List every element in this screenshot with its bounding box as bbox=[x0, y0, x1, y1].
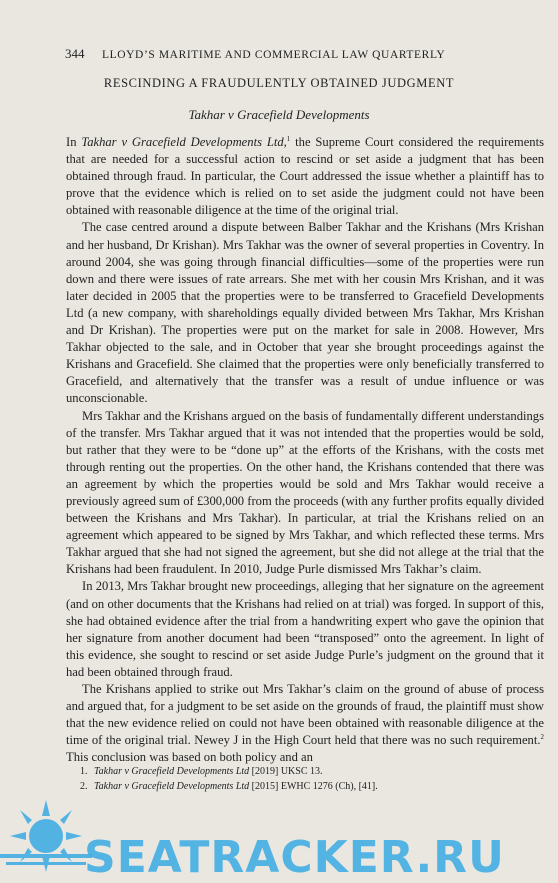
paragraph-4: In 2013, Mrs Takhar brought new proceedings, alleging that her signature on the agreement (and on other documents that the Krishans had relied on at trial) was forged. In support of this, she had obtained evidence after the trial from a handwriting expert who gave the opinion that her signature from another document had been “transposed” onto the agreement. In light of this evidence, she sought to rescind or set aside Judge Purle’s judgment on the ground that it had been obtained through fraud. bbox=[66, 579, 544, 679]
article-body bbox=[66, 134, 544, 766]
paragraph-3: Mrs Takhar and the Krishans argued on the basis of fundamentally different understandings of the transfer. Mrs Takhar argued that it was not intended that the properties would be sold, but rather that they were to be “done up” at the efforts of the Krishans, with the costs met through renting out the properties. On the other hand, the Krishans contended that there was an agreement by which the properties would be sold and Mrs Takhar would receive a previously agreed sum of £300,000 from the proceeds (with any further profits equally divided between the Krishans and Mrs Takhar). In particular, at trial the Krishans relied on an agreement which appeared to be signed by Mrs Takhar, and which reflected these terms. Mrs Takhar argued that she had not signed the agreement, but she did not allege at the trial that the Krishans had been fraudulent. In 2010, Judge Purle dismissed Mrs Takhar’s claim. bbox=[66, 408, 544, 577]
paragraph-2: The case centred around a dispute between Balber Takhar and the Krishans (Mrs Krishan and her husband, Dr Krishan). Mrs Takhar was the owner of several properties in Coventry. In around 2004, she was going through financial difficulties—some of the properties were run down and there were issues of rate arrears. She met with her cousin Mrs Krishan, and it was later decided in 2005 that the properties were to be transferred to Gracefield Developments Ltd (a new company, with shareholdings equally divided between Mrs Takhar, Mrs Krishan and Dr Krishan). The properties were put on the market for sale in 2008. However, Mrs Takhar objected to the sale, and in October that year she brought proceedings against the Krishans and Gracefield. She claimed that the properties were only beneficially transferred to Gracefield, and alternatively that the transfer was a result of undue influence or was unconscionable. bbox=[66, 220, 544, 406]
paragraph-1: In Takhar v Gracefield Developments Ltd,$^1$ the Supreme Court considered the requirements that are needed for a successful action to rescind or set aside a judgment that has been obtained through fraud. In particular, the Court addressed the issue whether a plaintiff has to prove that the evidence which is relied on to set aside the judgment could not have been obtained with reasonable diligence at the time of the original trial. bbox=[66, 134, 544, 218]
footnote-ref-1[interactable]: 1 bbox=[286, 134, 291, 143]
footnote-1 bbox=[80, 764, 510, 779]
page-number: 344 bbox=[65, 46, 85, 61]
paragraph-5-tail: This conclusion was based on both policy and an bbox=[66, 750, 313, 765]
paragraph-5-text: The Krishans applied to strike out Mrs Takhar’s claim on the ground of abuse of process and argued that, for a judgment to be set aside on the grounds of fraud, the plaintiff must show that the new evidence relied on could not have been obtained with reasonable diligence at the time of the original trial. Newey J in the High Court held that there was no such requirement. bbox=[66, 682, 544, 748]
journal-title: LLOYD’S MARITIME AND COMMERCIAL LAW QUARTERLY bbox=[101, 49, 446, 61]
case-name-heading: Takhar v Gracefield Developments bbox=[188, 107, 370, 122]
footnote-number: 1. bbox=[80, 766, 88, 777]
paragraph-1-text: the Supreme Court considered the requirements that are needed for a successful action to rescind or set aside a judgment that has been obtained through fraud. In particular, the Court addressed the issue whether a plaintiff has to prove that the evidence which is relied on to set aside the judgment could not have been obtained with reasonable diligence at the time of the original trial. bbox=[66, 135, 544, 218]
footnote-case: Takhar v Gracefield Developments Ltd bbox=[94, 781, 250, 792]
article-title: RESCINDING A FRAUDULENTLY OBTAINED JUDGMENT bbox=[103, 76, 455, 90]
running-header bbox=[65, 46, 495, 62]
case-citation: Takhar v Gracefield Developments Ltd, bbox=[81, 135, 287, 149]
paragraph-5 bbox=[66, 681, 544, 766]
watermark-text: SEATRACKER.RU bbox=[84, 832, 505, 883]
footnote-ref-2[interactable]: 2 bbox=[540, 733, 544, 742]
footnote-cite: [2015] EWHC 1276 (Ch), [41]. bbox=[249, 781, 378, 792]
footnote-cite: [2019] UKSC 13. bbox=[249, 766, 323, 777]
footnote-number: 2. bbox=[80, 781, 88, 792]
footnote-case: Takhar v Gracefield Developments Ltd bbox=[94, 766, 250, 777]
